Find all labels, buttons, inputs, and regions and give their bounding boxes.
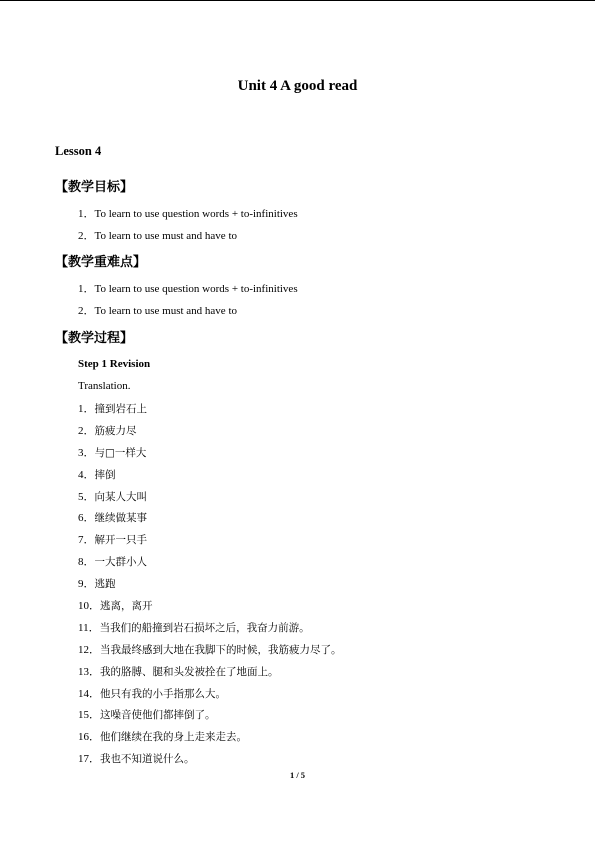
lesson-heading: Lesson 4 (55, 144, 102, 158)
list-item (78, 421, 342, 443)
item-text: 逃离，离开 (100, 600, 153, 613)
objectives-heading: 【教学目标】 (55, 180, 134, 195)
item-number: 6． (78, 512, 95, 525)
translation-label: Translation. (78, 380, 131, 392)
list-item (78, 640, 342, 662)
item-number: 12． (78, 643, 100, 656)
objective-item: 1．To learn to use question words + to-infinitives (78, 208, 298, 220)
item-text: 他只有我的小手指那么大。 (100, 687, 226, 700)
item-number: 14． (78, 687, 100, 700)
item-text: 解开一只手 (94, 534, 147, 547)
item-number: 4． (78, 468, 95, 481)
item-text: 撞到岩石上 (94, 403, 147, 415)
list-item (78, 684, 342, 706)
item-text: 摔倒 (94, 468, 116, 481)
item-number: 10． (78, 600, 100, 613)
item-number: 15． (78, 709, 100, 722)
key-point-item: 2．To learn to use must and have to (78, 305, 238, 317)
top-rule (0, 0, 595, 1)
item-text: 逃跑 (94, 578, 116, 591)
list-item (78, 705, 342, 727)
item-number: 8． (78, 556, 95, 569)
item-number: 17． (78, 753, 100, 766)
item-number: 16． (78, 731, 100, 744)
item-number: 2． (78, 424, 95, 437)
translation-list (78, 399, 342, 771)
item-text: 他们继续在我的身上走来走去。 (100, 731, 247, 744)
list-item (78, 596, 342, 618)
list-item (78, 508, 342, 530)
process-heading: 【教学过程】 (55, 331, 134, 346)
step-title: Step 1 Revision (78, 358, 151, 370)
item-text: 我的胳膊、腿和头发被拴在了地面上。 (100, 665, 279, 678)
list-item (78, 443, 342, 465)
item-number: 7． (78, 534, 95, 547)
key-points-heading: 【教学重难点】 (55, 255, 147, 270)
item-text: 一大群小人 (94, 556, 147, 569)
list-item (78, 465, 342, 487)
item-text: 我也不知道说什么。 (100, 753, 195, 766)
key-point-item: 1．To learn to use question words + to-infinitives (78, 283, 298, 295)
item-text: 继续做某事 (94, 512, 147, 525)
item-text: 向某人大叫 (94, 490, 147, 503)
item-text: 当我最终感到大地在我脚下的时候，我筋疲力尽了。 (100, 643, 342, 656)
item-number: 13． (78, 665, 100, 678)
item-text: 筋疲力尽 (94, 424, 137, 437)
list-item (78, 727, 342, 749)
list-item (78, 618, 342, 640)
list-item (78, 530, 342, 552)
page-number: 1 / 5 (289, 770, 306, 780)
item-number: 9． (78, 578, 95, 591)
item-number: 1． (78, 403, 95, 415)
document-title: Unit 4 A good read (237, 78, 358, 94)
item-number: 11． (78, 621, 100, 634)
list-item (78, 749, 342, 771)
item-text: 与□一样大 (94, 446, 147, 459)
list-item (78, 487, 342, 509)
list-item (78, 552, 342, 574)
objective-item: 2．To learn to use must and have to (78, 230, 238, 242)
item-number: 3． (78, 446, 95, 459)
item-text: 当我们的船撞到岩石损坏之后，我奋力前游。 (99, 621, 310, 634)
list-item (78, 399, 342, 421)
list-item (78, 662, 342, 684)
list-item (78, 574, 342, 596)
item-number: 5． (78, 490, 95, 503)
item-text: 这噪音使他们都摔倒了。 (100, 709, 216, 722)
